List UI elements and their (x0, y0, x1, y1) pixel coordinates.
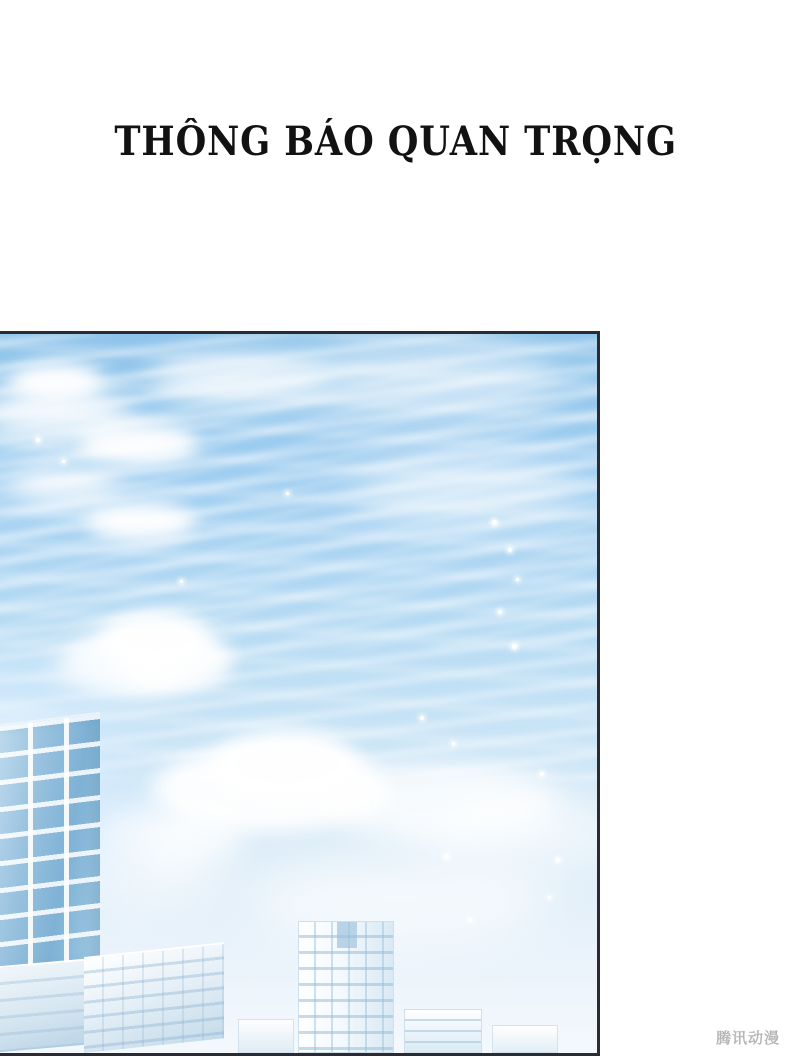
building-mid-left-slab (84, 942, 224, 1053)
sparkle-dot (492, 520, 497, 525)
window-rows (405, 1010, 481, 1052)
building-right-low-block-1 (404, 1009, 482, 1053)
window-grid (299, 922, 393, 1052)
window-mullion (64, 718, 69, 967)
city-skyline (0, 723, 597, 1053)
window-mullion (28, 722, 33, 971)
sparkle-dot (286, 492, 289, 495)
comic-panel (0, 331, 600, 1056)
cloud-shape (300, 344, 560, 414)
window-stripes (0, 714, 100, 975)
sparkle-dot (498, 610, 502, 614)
building-left-glass-tower (0, 712, 100, 975)
building-center-white-tower (298, 921, 394, 1053)
sparkle-dot (36, 438, 40, 442)
cloud-shape (350, 454, 580, 524)
cloud-shape (86, 502, 196, 542)
panel-artwork (0, 334, 597, 1053)
sparkle-dot (180, 580, 183, 583)
sparkle-dot (512, 644, 517, 649)
building-small-front-block (238, 1019, 294, 1053)
cloud-shape (78, 422, 198, 466)
window-grid (84, 944, 224, 1053)
watermark: 腾讯动漫 (715, 1029, 780, 1047)
page-title-container (0, 118, 792, 165)
cloud-shape (10, 464, 120, 508)
building-right-low-block-2 (492, 1025, 558, 1053)
sparkle-dot (508, 548, 512, 552)
page-title: THÔNG BÁO QUAN TRỌNG (114, 118, 678, 165)
sparkle-dot (516, 578, 519, 581)
sparkle-dot (420, 716, 424, 720)
sparkle-dot (62, 460, 65, 463)
